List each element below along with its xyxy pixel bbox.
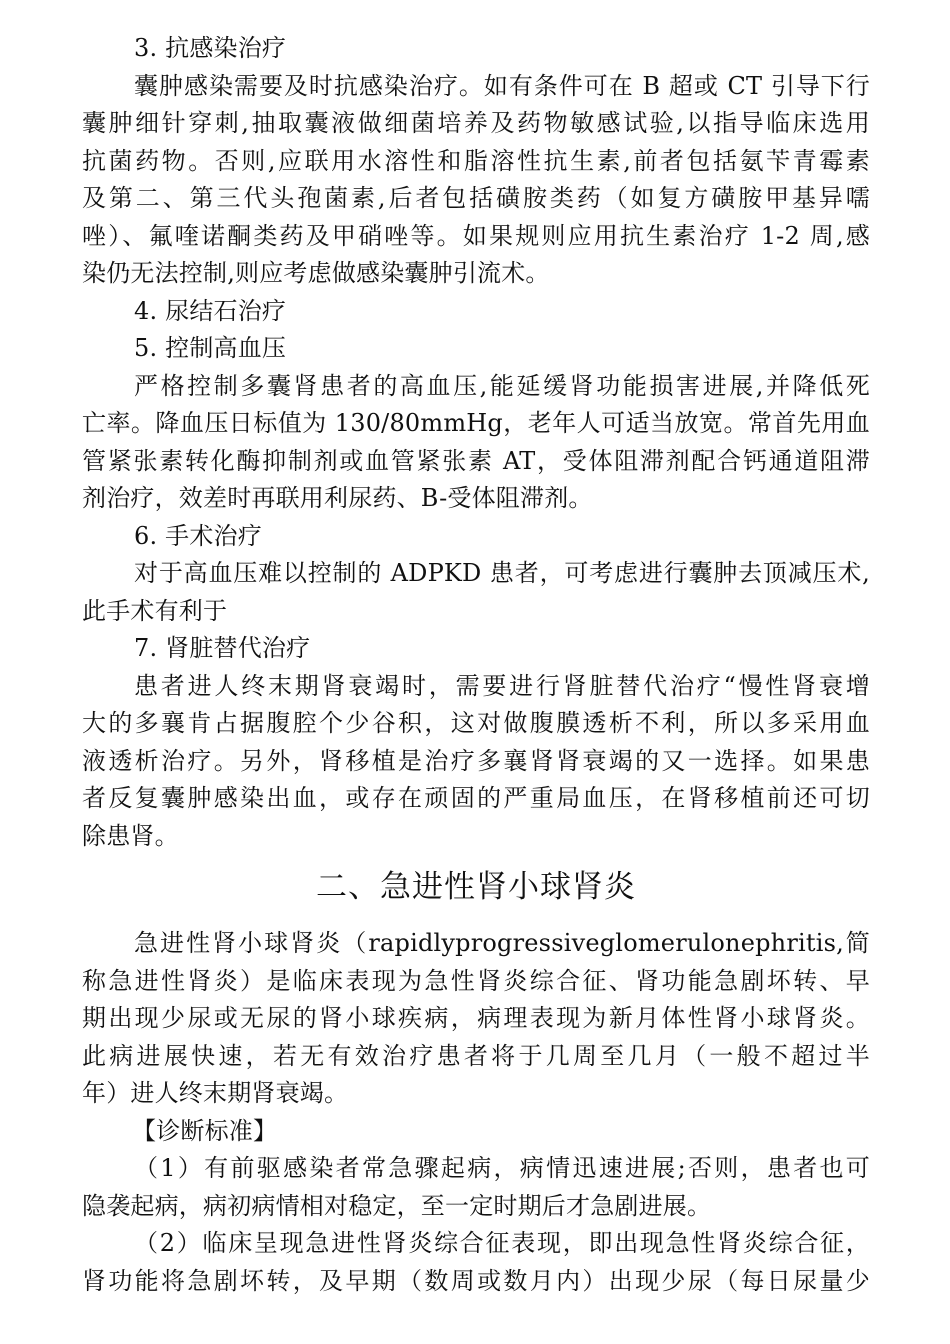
- document-page: [82, 30, 870, 1300]
- paragraph-line: 唑）、氟喹诺酮类药及甲硝唑等。如果规则应用抗生素治疗 1-2 周,感: [82, 221, 870, 250]
- paragraph-line: 患者进人终末期肾衰竭时，需要进行肾脏替代治疗“慢性肾衰增: [134, 671, 870, 700]
- paragraph-line: 年）进人终末期肾衰竭。: [82, 1079, 349, 1107]
- paragraph-line: 此病进展快速，若无有效治疗患者将于几周至几月（一般不超过半: [82, 1041, 870, 1070]
- section-heading-surgery: 6. 手术治疗: [134, 521, 262, 550]
- paragraph-line: 囊肿细针穿刺,抽取囊液做细菌培养及药物敏感试验,以指导临床选用: [82, 109, 870, 137]
- paragraph-line: 及第二、第三代头孢菌素,后者包括磺胺类药（如复方磺胺甲基异嚅: [82, 184, 870, 212]
- paragraph-line: 严格控制多囊肾患者的高血压,能延缓肾功能损害进展,并降低死: [134, 371, 870, 400]
- paragraph-line: 管紧张素转化酶抑制剂或血管紧张素 AT，受体阻滞剂配合钙通道阻滞: [82, 446, 870, 475]
- paragraph-line: 液透析治疗。另外，肾移植是治疗多襄肾肾衰竭的又一选择。如果患: [82, 746, 870, 775]
- paragraph-line: （2）临床呈现急进性肾炎综合征表现，即出现急性肾炎综合征，: [134, 1229, 870, 1257]
- paragraph-line: 除患肾。: [82, 821, 179, 850]
- paragraph-line: 对于高血压难以控制的 ADPKD 患者，可考虑进行囊肿去顶减压术,: [134, 559, 870, 587]
- paragraph-line: 隐袭起病，病初病情相对稳定，至一定时期后才急剧进展。: [82, 1191, 712, 1220]
- section-heading-urolithiasis: 4. 尿结石治疗: [134, 296, 287, 325]
- section-heading-hypertension: 5. 控制高血压: [134, 334, 287, 362]
- diagnostic-criteria-heading: 【诊断标准】: [132, 1116, 278, 1145]
- paragraph-line: 肾功能将急剧坏转，及早期（数周或数月内）出现少尿（每日尿量少: [82, 1266, 870, 1295]
- paragraph-line: 染仍无法控制,则应考虑做感染囊肿引流术。: [82, 259, 550, 287]
- paragraph-line: 者反复囊肿感染出血，或存在顽固的严重局血压，在肾移植前还可切: [82, 784, 870, 812]
- paragraph-line: 剂治疗，效差时再联用利尿药、B-受体阻滞剂。: [82, 484, 593, 512]
- paragraph-line: （1）有前驱感染者常急骤起病，病情迅速进展;否则，患者也可: [134, 1154, 870, 1182]
- paragraph-line: 抗菌药物。否则,应联用水溶性和脂溶性抗生素,前者包括氨苄青霉素: [82, 146, 870, 175]
- paragraph-line: 期出现少尿或无尿的肾小球疾病，病理表现为新月体性肾小球肾炎。: [82, 1004, 870, 1032]
- paragraph-line: 急进性肾小球肾炎（rapidlyprogressiveglomerulonephritis,简: [134, 929, 870, 957]
- paragraph-line: 称急进性肾炎）是临床表现为急性肾炎综合征、肾功能急剧坏转、早: [82, 966, 870, 995]
- section-heading-renal-replacement: 7. 肾脏替代治疗: [134, 634, 311, 662]
- chapter-title: 二、急进性肾小球肾炎: [316, 869, 636, 905]
- paragraph-line: 囊肿感染需要及时抗感染治疗。如有条件可在 B 超或 CT 引导下行: [134, 71, 870, 100]
- paragraph-line: 亡率。降血压日标值为 130/80mmHg，老年人可适当放宽。常首先用血: [82, 409, 870, 437]
- paragraph-line: 此手术有利于: [82, 596, 228, 625]
- section-heading-anti-infection: 3. 抗感染治疗: [134, 34, 287, 62]
- paragraph-line: 大的多襄肯占据腹腔个少谷积，这对做腹膜透析不利，所以多采用血: [82, 709, 870, 737]
